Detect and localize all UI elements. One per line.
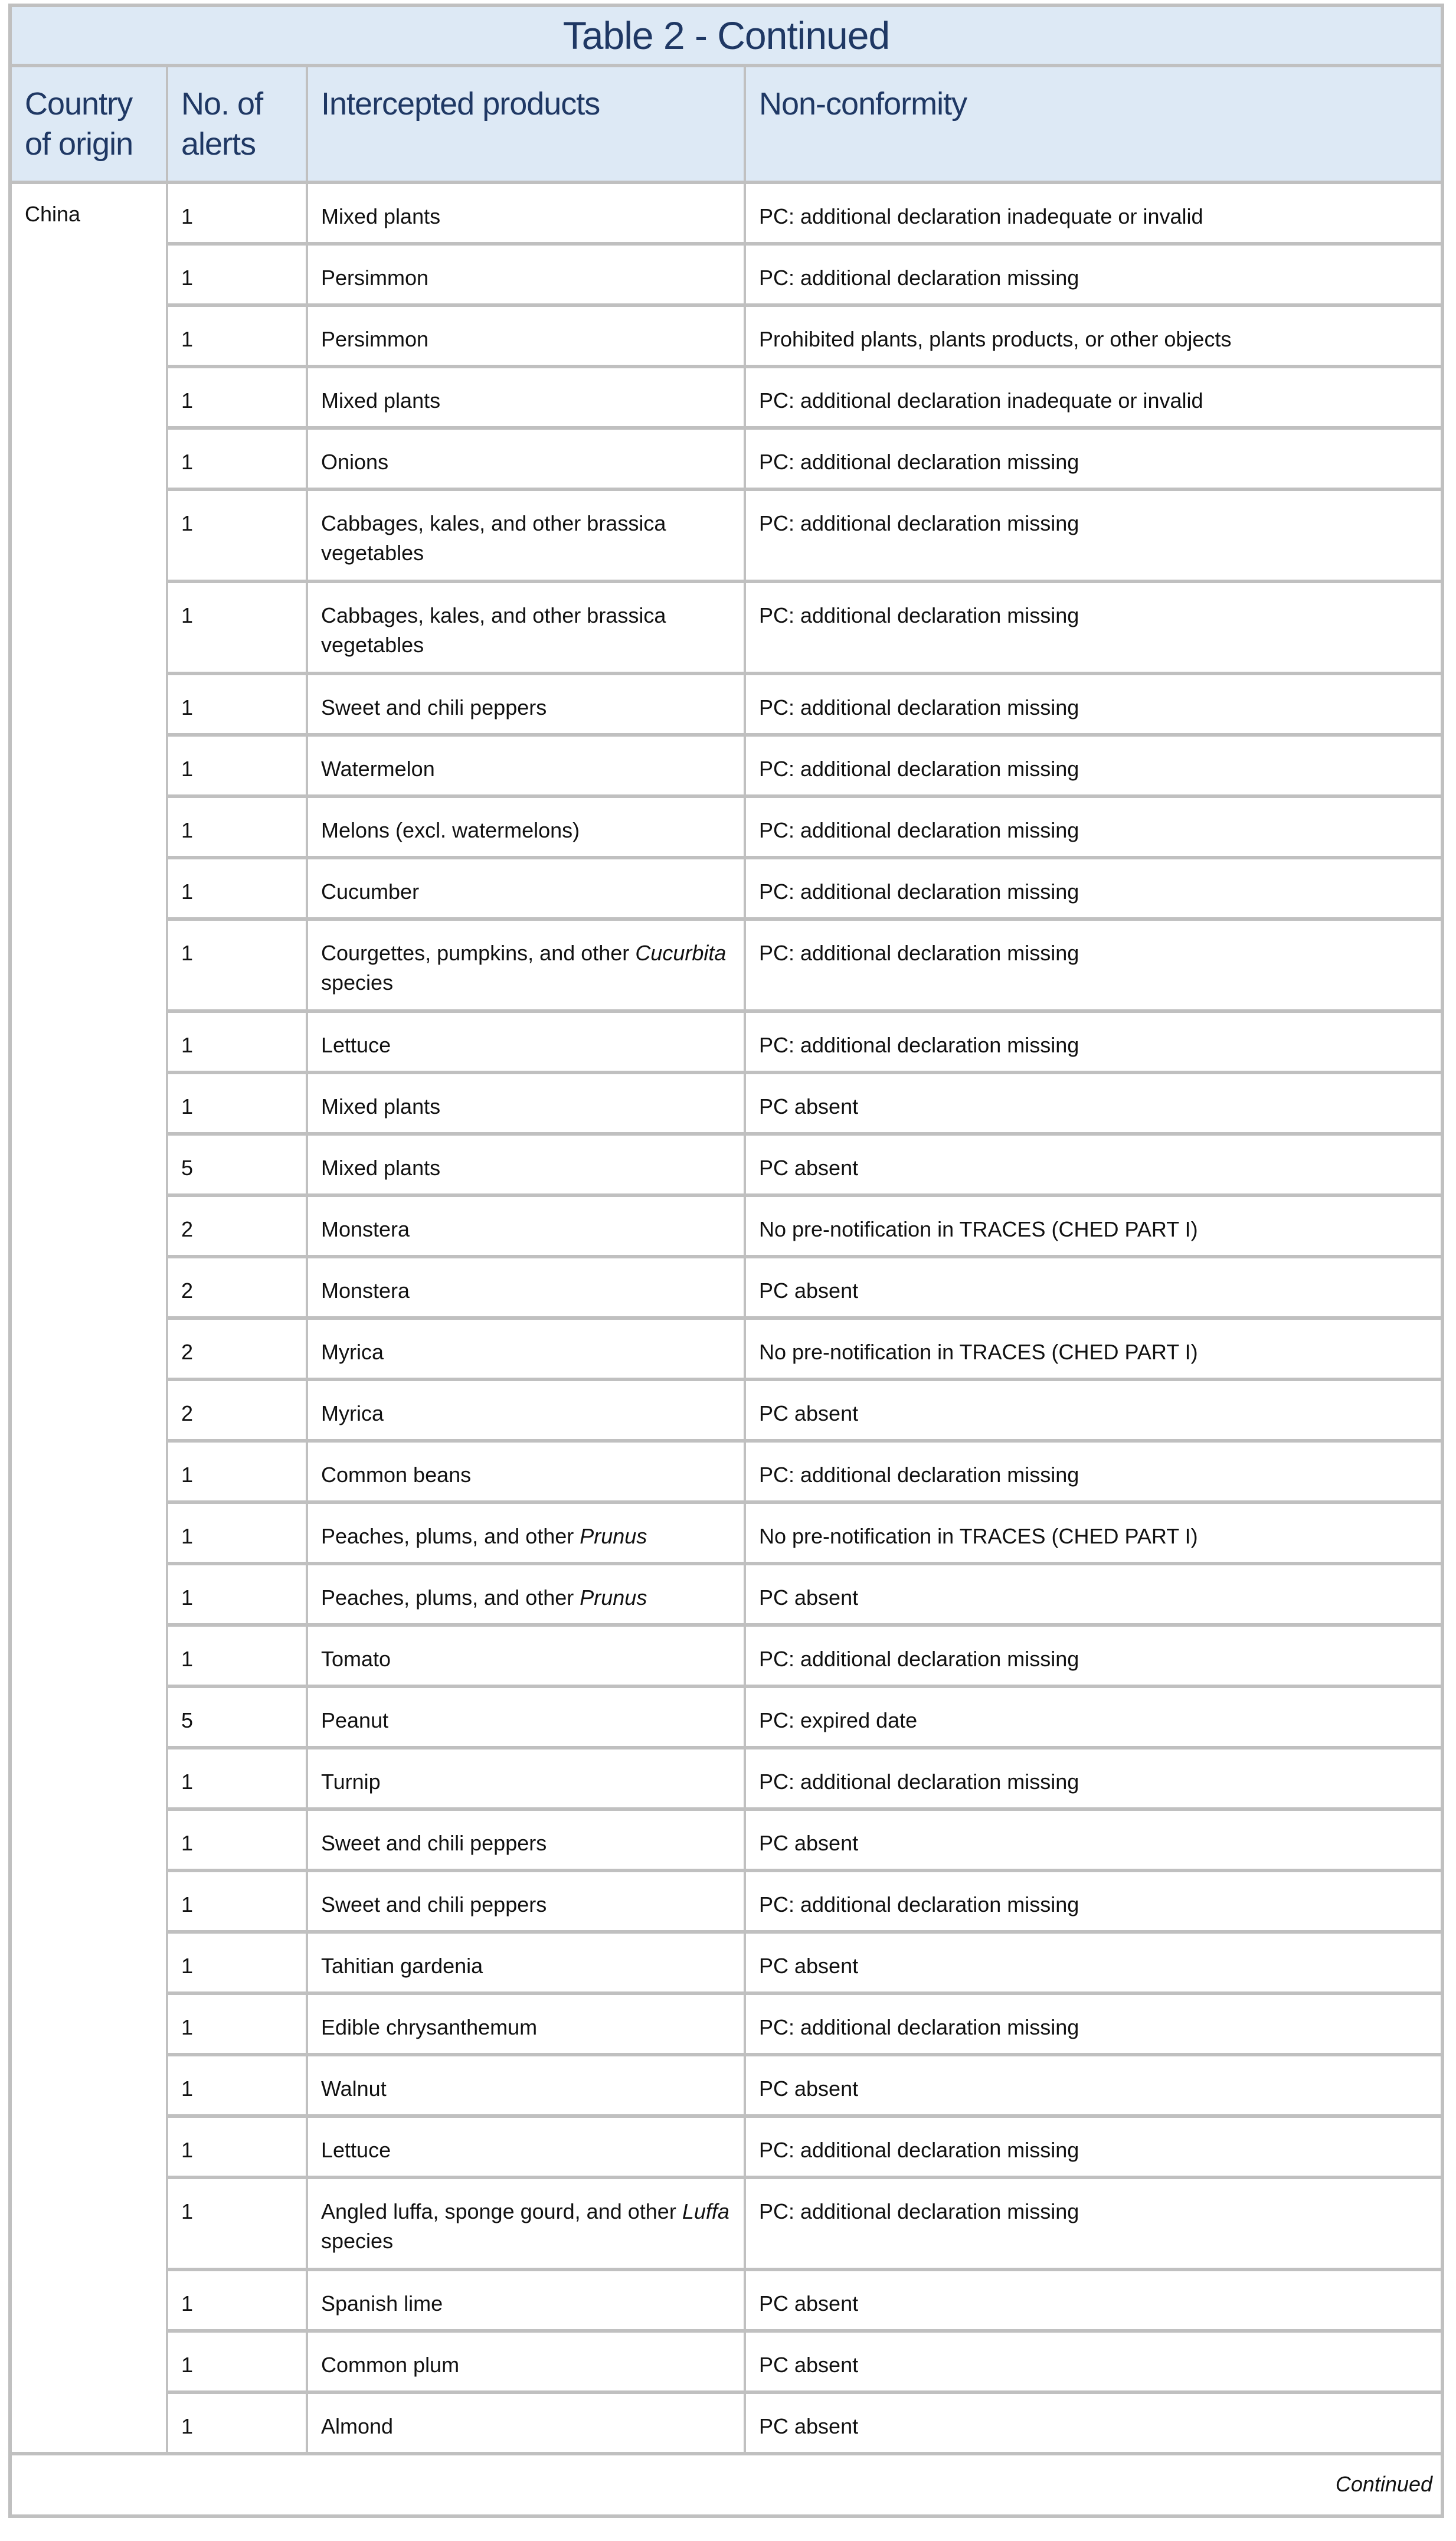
product-text: Peanut [321, 1708, 389, 1732]
alerts-cell: 1 [168, 307, 308, 365]
product-cell [308, 583, 746, 672]
table-row [168, 1565, 1441, 1627]
product-cell [308, 246, 746, 303]
product-cell [308, 368, 746, 426]
product-cell [308, 1443, 746, 1500]
product-text: Sweet and chili peppers [321, 1831, 547, 1855]
nonconformity-cell: PC: additional declaration missing [759, 511, 1079, 535]
table-row [168, 2118, 1441, 2179]
table-row [168, 1197, 1441, 1258]
product-genus: Luffa [682, 2199, 729, 2223]
table-row [168, 184, 1441, 246]
product-cell [308, 1995, 746, 2053]
table-row [168, 583, 1441, 675]
alerts-cell: 1 [168, 737, 308, 794]
alerts-cell: 1 [168, 1995, 308, 2053]
table-row [168, 246, 1441, 307]
product-cell [308, 798, 746, 856]
nonconformity-cell: PC absent [759, 1954, 859, 1978]
table-row [168, 1872, 1441, 1934]
product-text: Cabbages, kales, and other brassica vegetables [321, 511, 666, 565]
table-row [168, 2333, 1441, 2394]
alerts-cell: 1 [168, 1627, 308, 1685]
product-genus: Cucurbita [635, 941, 727, 965]
product-text: Angled luffa, sponge gourd, and other [321, 2199, 682, 2223]
nonconformity-cell: No pre-notification in TRACES (CHED PART I) [759, 1524, 1198, 1548]
alerts-cell: 1 [168, 491, 308, 580]
header-intercepted-products: Intercepted products [308, 67, 746, 181]
nonconformity-cell: PC absent [759, 1094, 859, 1119]
product-text: Monstera [321, 1217, 410, 1241]
alerts-cell: 1 [168, 921, 308, 1009]
table-row [168, 921, 1441, 1013]
alerts-cell: 1 [168, 368, 308, 426]
table-body [12, 184, 1441, 2452]
product-text: Almond [321, 2414, 394, 2438]
nonconformity-cell: PC absent [759, 2353, 859, 2377]
product-text: Lettuce [321, 1033, 391, 1057]
nonconformity-cell: PC: additional declaration missing [759, 818, 1079, 842]
product-cell [308, 2118, 746, 2176]
product-text: Persimmon [321, 266, 429, 290]
table-row [168, 798, 1441, 859]
product-suffix: species [321, 970, 394, 995]
alerts-cell: 1 [168, 1074, 308, 1132]
nonconformity-cell: PC absent [759, 1401, 859, 1425]
product-text: Tahitian gardenia [321, 1954, 483, 1978]
product-cell [308, 1197, 746, 1255]
alerts-cell: 2 [168, 1381, 308, 1439]
nonconformity-cell: PC absent [759, 1156, 859, 1180]
product-text: Common beans [321, 1463, 472, 1487]
table-row [168, 1443, 1441, 1504]
nonconformity-cell: PC: additional declaration missing [759, 1892, 1079, 1917]
product-genus: Prunus [580, 1585, 647, 1610]
nonconformity-cell: PC: additional declaration missing [759, 695, 1079, 720]
product-text: Monstera [321, 1278, 410, 1303]
table-row [168, 1074, 1441, 1136]
nonconformity-cell: PC absent [759, 2291, 859, 2316]
product-cell [308, 2056, 746, 2114]
product-cell [308, 1136, 746, 1193]
alerts-cell: 1 [168, 1749, 308, 1807]
nonconformity-cell: PC: additional declaration missing [759, 266, 1079, 290]
table-row [168, 368, 1441, 430]
table-row [168, 1627, 1441, 1688]
alerts-cell: 1 [168, 1013, 308, 1071]
alerts-cell: 1 [168, 675, 308, 733]
product-text: Sweet and chili peppers [321, 695, 547, 720]
product-text: Sweet and chili peppers [321, 1892, 547, 1917]
product-text: Watermelon [321, 757, 435, 781]
table-row [168, 675, 1441, 737]
table-row [168, 1320, 1441, 1381]
nonconformity-cell: PC: additional declaration missing [759, 2015, 1079, 2039]
alerts-table [8, 4, 1444, 2518]
header-non-conformity: Non-conformity [759, 86, 967, 122]
nonconformity-cell: PC: additional declaration missing [759, 2199, 1079, 2223]
product-cell [308, 1872, 746, 1930]
product-cell [308, 1074, 746, 1132]
product-cell [308, 1258, 746, 1316]
table-row [168, 1688, 1441, 1749]
product-cell [308, 1381, 746, 1439]
alerts-cell: 1 [168, 246, 308, 303]
product-text: Lettuce [321, 2138, 391, 2162]
product-text: Myrica [321, 1340, 384, 1364]
alerts-cell: 1 [168, 583, 308, 672]
table-row [168, 2271, 1441, 2333]
header-no-of-alerts: No. of alerts [168, 67, 308, 181]
product-text: Myrica [321, 1401, 384, 1425]
nonconformity-cell: PC: additional declaration missing [759, 1463, 1079, 1487]
nonconformity-cell: Prohibited plants, plants products, or other objects [759, 327, 1232, 351]
product-text: Cucumber [321, 879, 420, 904]
product-cell [308, 1013, 746, 1071]
table-header [12, 67, 1441, 184]
alerts-cell: 1 [168, 430, 308, 488]
product-cell [308, 307, 746, 365]
product-text: Onions [321, 450, 389, 474]
alerts-cell: 2 [168, 1258, 308, 1316]
nonconformity-cell: PC: expired date [759, 1708, 918, 1732]
product-text: Mixed plants [321, 204, 441, 228]
table-row [168, 2179, 1441, 2271]
alerts-cell: 1 [168, 1443, 308, 1500]
table-row [168, 1504, 1441, 1565]
product-cell [308, 184, 746, 242]
product-text: Edible chrysanthemum [321, 2015, 538, 2039]
product-cell [308, 2271, 746, 2329]
table-row [168, 1381, 1441, 1443]
table-row [168, 1749, 1441, 1811]
nonconformity-cell: PC absent [759, 2414, 859, 2438]
product-text: Mixed plants [321, 1094, 441, 1119]
alerts-cell: 1 [168, 1565, 308, 1623]
alerts-cell: 1 [168, 798, 308, 856]
nonconformity-cell: PC: additional declaration missing [759, 941, 1079, 965]
product-cell [308, 2179, 746, 2268]
table-rows [168, 184, 1441, 2452]
product-cell [308, 1320, 746, 1378]
table-row [168, 2394, 1441, 2452]
product-text: Walnut [321, 2076, 387, 2101]
alerts-cell: 5 [168, 1688, 308, 1746]
alerts-cell: 1 [168, 2179, 308, 2268]
alerts-cell: 2 [168, 1197, 308, 1255]
product-cell [308, 1627, 746, 1685]
nonconformity-cell: PC: additional declaration inadequate or invalid [759, 388, 1203, 413]
nonconformity-cell: PC: additional declaration missing [759, 1647, 1079, 1671]
alerts-cell: 5 [168, 1136, 308, 1193]
alerts-cell: 1 [168, 859, 308, 917]
nonconformity-cell: PC: additional declaration missing [759, 1770, 1079, 1794]
alerts-cell: 1 [168, 2056, 308, 2114]
table-row [168, 1013, 1441, 1074]
product-cell [308, 1504, 746, 1562]
nonconformity-cell: PC absent [759, 1585, 859, 1610]
product-cell [308, 1688, 746, 1746]
product-cell [308, 1811, 746, 1869]
product-cell [308, 1934, 746, 1991]
product-cell [308, 1565, 746, 1623]
product-cell [308, 675, 746, 733]
product-cell [308, 921, 746, 1009]
table-row [168, 737, 1441, 798]
nonconformity-cell: PC absent [759, 1831, 859, 1855]
alerts-cell: 2 [168, 1320, 308, 1378]
nonconformity-cell: PC: additional declaration inadequate or invalid [759, 204, 1203, 228]
product-cell [308, 2394, 746, 2452]
product-cell [308, 2333, 746, 2390]
product-text: Peaches, plums, and other [321, 1524, 580, 1548]
table-row [168, 2056, 1441, 2118]
table-row [168, 430, 1441, 491]
nonconformity-cell: PC absent [759, 1278, 859, 1303]
alerts-cell: 1 [168, 2271, 308, 2329]
product-text: Tomato [321, 1647, 391, 1671]
alerts-cell: 1 [168, 1504, 308, 1562]
product-text: Peaches, plums, and other [321, 1585, 580, 1610]
product-cell [308, 430, 746, 488]
country-cell: China [12, 184, 168, 2452]
nonconformity-cell: PC: additional declaration missing [759, 2138, 1079, 2162]
product-text: Persimmon [321, 327, 429, 351]
alerts-cell: 1 [168, 2394, 308, 2452]
table-row [168, 1136, 1441, 1197]
table-row [168, 307, 1441, 368]
nonconformity-cell: No pre-notification in TRACES (CHED PART I) [759, 1217, 1198, 1241]
nonconformity-cell: PC absent [759, 2076, 859, 2101]
product-text: Turnip [321, 1770, 381, 1794]
product-text: Melons (excl. watermelons) [321, 818, 580, 842]
table-row [168, 1811, 1441, 1872]
table-row [168, 491, 1441, 583]
product-cell [308, 491, 746, 580]
alerts-cell: 1 [168, 1872, 308, 1930]
table-footer [12, 2452, 1441, 2514]
nonconformity-cell: No pre-notification in TRACES (CHED PART I) [759, 1340, 1198, 1364]
product-text: Mixed plants [321, 388, 441, 413]
nonconformity-cell: PC: additional declaration missing [759, 1033, 1079, 1057]
table-row [168, 1258, 1441, 1320]
alerts-cell: 1 [168, 1811, 308, 1869]
product-text: Courgettes, pumpkins, and other [321, 941, 636, 965]
alerts-cell: 1 [168, 1934, 308, 1991]
product-cell [308, 737, 746, 794]
nonconformity-cell: PC: additional declaration missing [759, 450, 1079, 474]
alerts-cell: 1 [168, 2118, 308, 2176]
continued-note: Continued [1335, 2472, 1432, 2496]
product-text: Mixed plants [321, 1156, 441, 1180]
product-genus: Prunus [580, 1524, 647, 1548]
table-title: Table 2 - Continued [12, 7, 1441, 67]
product-text: Cabbages, kales, and other brassica vegetables [321, 603, 666, 657]
alerts-cell: 1 [168, 184, 308, 242]
table-row [168, 859, 1441, 921]
table-row [168, 1995, 1441, 2056]
alerts-cell: 1 [168, 2333, 308, 2390]
nonconformity-cell: PC: additional declaration missing [759, 757, 1079, 781]
nonconformity-cell: PC: additional declaration missing [759, 879, 1079, 904]
product-text: Common plum [321, 2353, 460, 2377]
product-suffix: species [321, 2229, 394, 2253]
product-text: Spanish lime [321, 2291, 443, 2316]
header-country-of-origin: Country of origin [12, 67, 168, 181]
table-row [168, 1934, 1441, 1995]
product-cell [308, 859, 746, 917]
nonconformity-cell: PC: additional declaration missing [759, 603, 1079, 627]
product-cell [308, 1749, 746, 1807]
